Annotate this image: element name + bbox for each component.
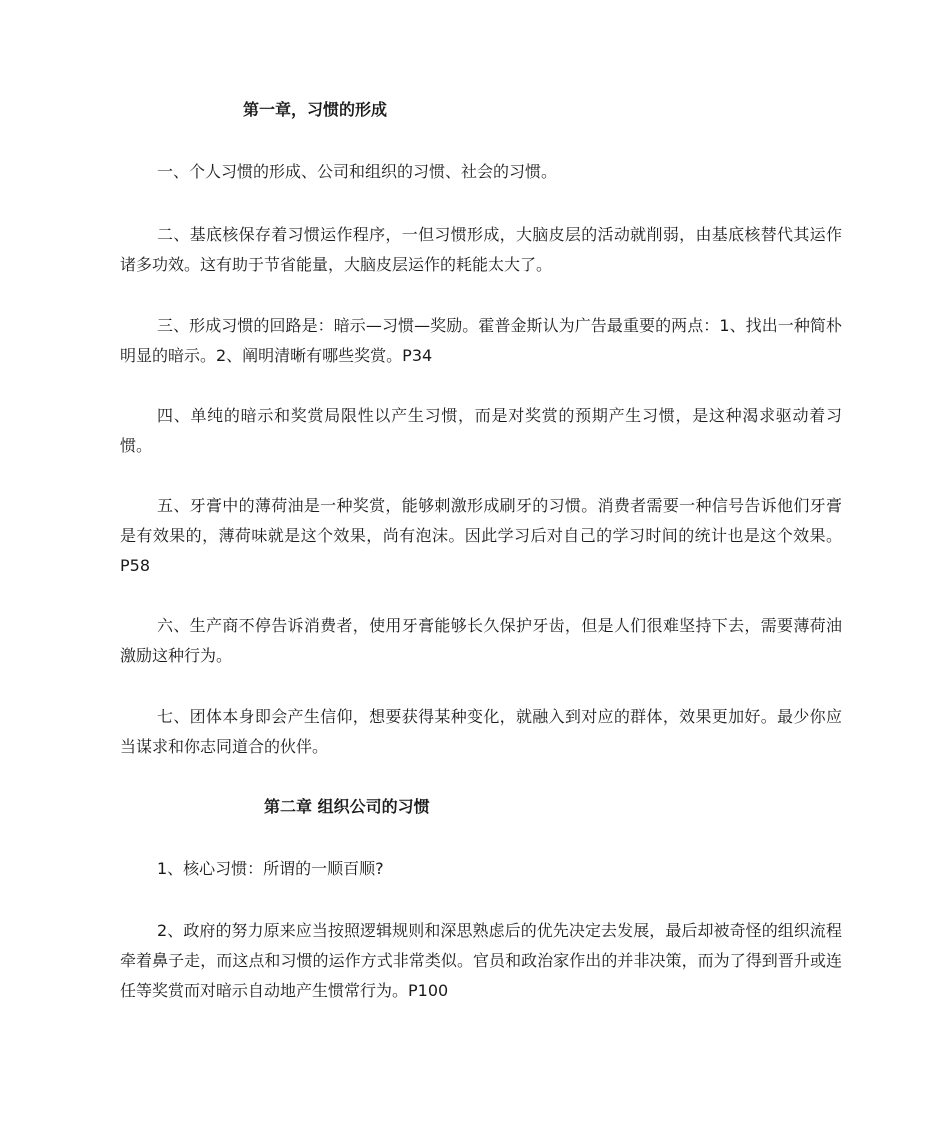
chapter-1-paragraph-4: 四、单纯的暗示和奖赏局限性以产生习惯，而是对奖赏的预期产生习惯，是这种渴求驱动着习惯。: [120, 406, 842, 455]
chapter-1-paragraph-1: 一、个人习惯的形成、公司和组织的习惯、社会的习惯。: [157, 162, 558, 181]
chapter-1-paragraph-7: 七、团体本身即会产生信仰，想要获得某种变化，就融入到对应的群体，效果更加好。最少你应当谋求和你志同道合的伙伴。: [120, 707, 842, 756]
chapter-1-paragraph-2: 二、基底核保存着习惯运作程序，一但习惯形成，大脑皮层的活动就削弱，由基底核替代其运作诸多功效。这有助于节省能量，大脑皮层运作的耗能太大了。: [120, 225, 842, 274]
chapter-2-paragraph-2: 2、政府的努力原来应当按照逻辑规则和深思熟虑后的优先决定去发展，最后却被奇怪的组织流程牵着鼻子走，而这点和习惯的运作方式非常类似。官员和政治家作出的并非决策，而为了得到晋升或连任等奖赏而对暗示自动地产生惯常行为。P100: [120, 921, 842, 1000]
chapter-1-paragraph-5: 五、牙膏中的薄荷油是一种奖赏，能够刺激形成刷牙的习惯。消费者需要一种信号告诉他们牙膏是有效果的，薄荷味就是这个效果，尚有泡沫。因此学习后对自己的学习时间的统计也是这个效果。P58: [120, 496, 842, 575]
chapter-2-paragraph-1: 1、核心习惯：所谓的一顺百顺?: [157, 859, 384, 878]
chapter-1-paragraph-6: 六、生产商不停告诉消费者，使用牙膏能够长久保护牙齿，但是人们很难坚持下去，需要薄荷油激励这种行为。: [120, 616, 842, 665]
chapter-1-paragraph-3: 三、形成习惯的回路是：暗示—习惯—奖励。霍普金斯认为广告最重要的两点：1、找出一种简朴明显的暗示。2、阐明清晰有哪些奖赏。P34: [120, 316, 842, 365]
chapter-2-heading: 第二章 组织公司的习惯: [264, 797, 430, 816]
chapter-1-heading: 第一章，习惯的形成: [243, 100, 388, 119]
